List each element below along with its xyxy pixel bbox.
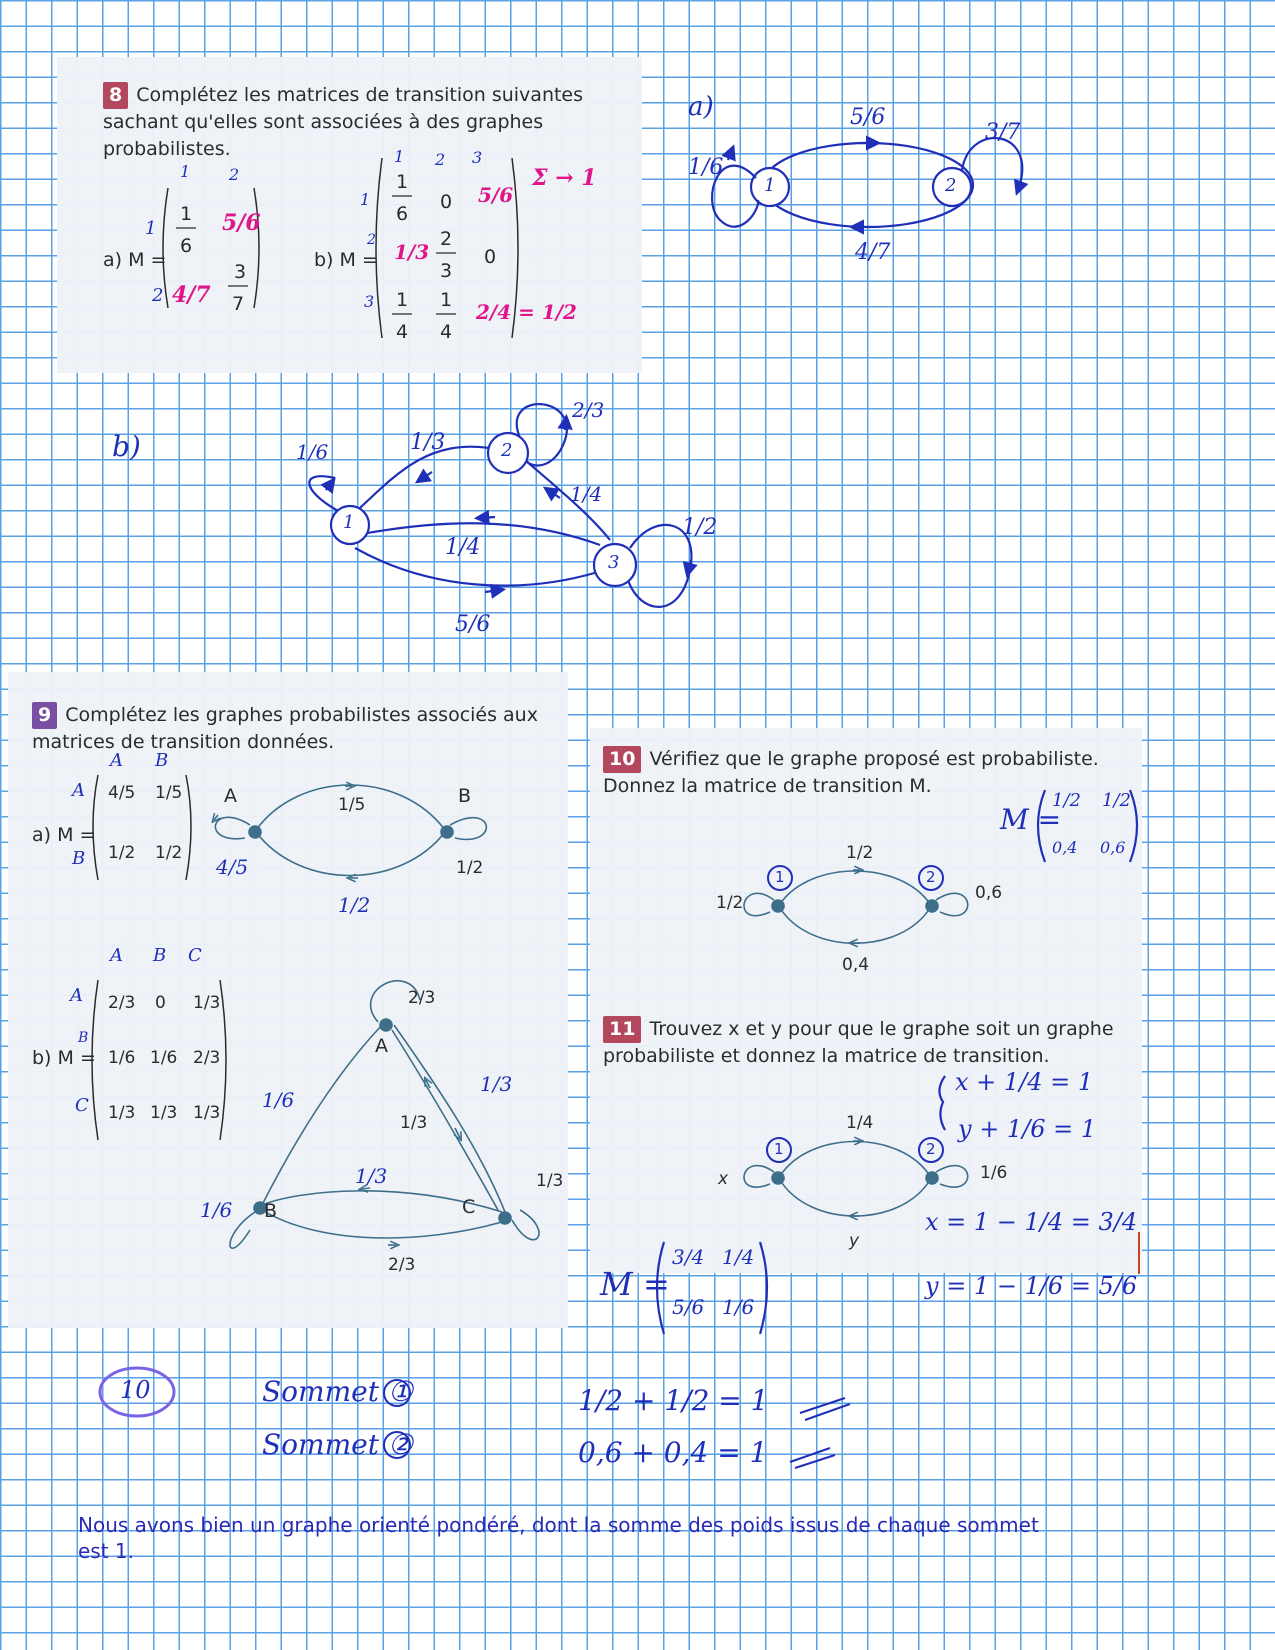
ex9b-m12: 0: [155, 993, 166, 1013]
ex9a-node-A: [249, 826, 261, 838]
ex11-node-1-label: 1: [774, 1140, 784, 1158]
ex9b-m22: 1/6: [150, 1048, 178, 1068]
ex10-edge-2-1: [780, 908, 930, 943]
ex8b-row-idx-1: 1: [360, 190, 371, 209]
ex9b-row-A: A: [70, 985, 83, 1006]
ex9a-m11: 4/5: [108, 783, 136, 803]
ex9b-loop-A-weight: 2/3: [408, 988, 436, 1008]
ex8b-m11-den: 6: [396, 203, 409, 225]
exercise-11-number: 11: [603, 1016, 641, 1043]
graph-b: [309, 404, 691, 607]
exercise-8a-label: a) M =: [103, 249, 167, 271]
ex11-hand-m12: 1/4: [722, 1245, 755, 1269]
graph-b-w11: 1/6: [296, 440, 329, 464]
ex9a-edge-B-A-weight: 1/2: [456, 858, 484, 878]
bottom-sommet-2: Sommet ②: [262, 1428, 413, 1461]
ex8b-fill-21: 1/3: [394, 240, 430, 264]
ex8b-m31-num: 1: [396, 289, 409, 311]
ex10-node-2-label: 2: [926, 868, 936, 886]
exercise-8-text: Complétez les matrices de transition suivantes sachant qu'elles sont associées à des graphes probabilistes.: [103, 84, 584, 160]
ex9a-loop-A: [215, 817, 250, 838]
ex8b-sum-note: Σ → 1: [532, 165, 597, 191]
exercise-10-number: 10: [603, 746, 641, 773]
graph-b-loop-1: [309, 476, 340, 512]
ex9b-m21: 1/6: [108, 1048, 136, 1068]
ex11-system-1: x + 1/4 = 1: [955, 1068, 1094, 1096]
ex8b-m22-den: 3: [440, 260, 453, 282]
ex9b-m32: 1/3: [150, 1103, 178, 1123]
ex9a-col-A: A: [110, 750, 123, 771]
ex11-edge-2-1: [780, 1180, 930, 1216]
ex11-loop-2: [936, 1166, 968, 1188]
graph-b-n3: 3: [608, 552, 620, 573]
ex8a-row-idx-1: 1: [145, 218, 157, 239]
ex11-bottom-weight: y: [849, 1231, 860, 1251]
ex9b-edge-B-C-weight: 2/3: [388, 1255, 416, 1275]
ex8a-bracket-right: [254, 188, 259, 308]
ex10-hand-M: M =: [1000, 803, 1062, 836]
ex9a-m21: 1/2: [108, 843, 136, 863]
ex8b-col-idx-2: 2: [435, 150, 446, 169]
ex10-hand-m22: 0,6: [1100, 838, 1126, 857]
ex8b-col-idx-3: 3: [472, 148, 483, 167]
ex9a-m12: 1/5: [155, 783, 183, 803]
ex9b-hand-B-A: 1/6: [262, 1088, 295, 1112]
ex9a-node-B: [441, 826, 453, 838]
ex9a-col-B: B: [155, 750, 169, 771]
ex9b-loop-B: [230, 1212, 255, 1248]
graph-a-w11: 1/6: [688, 155, 724, 180]
ex10-top-weight: 1/2: [846, 843, 874, 863]
ex8b-m22-num: 2: [440, 228, 453, 250]
bottom-eq-1: 1/2 + 1/2 = 1: [578, 1384, 769, 1417]
graph-a-w12: 5/6: [850, 105, 886, 130]
ex11-node-2: [926, 1172, 938, 1184]
exercise-9a-label: a) M =: [32, 824, 96, 846]
bottom-circled-number: 10: [120, 1376, 151, 1404]
exercise-8b-label: b) M =: [314, 249, 378, 271]
ex9b-row-B: B: [78, 1030, 89, 1046]
ex10-node-2: [926, 900, 938, 912]
ex10-bottom-weight: 0,4: [842, 955, 870, 975]
ex9a-node-A-label: A: [224, 785, 237, 807]
graph-b-w33: 1/2: [682, 515, 718, 540]
ex10-hand-m12: 1/2: [1102, 790, 1131, 811]
hand-node-circles: [100, 866, 943, 1458]
ex9b-node-C-label: C: [462, 1196, 476, 1218]
ex10-loop-2: [936, 893, 968, 915]
ex10-edge-1-2: [780, 871, 930, 904]
exercise-10-text: Vérifiez que le graphe proposé est probabiliste. Donnez la matrice de transition M.: [603, 748, 1099, 797]
conclusion-text: Nous avons bien un graphe orienté pondéré, dont la somme des poids issus de chaque sommet est 1.: [78, 1513, 1039, 1563]
ex11-loop-1: [744, 1166, 774, 1188]
ex9b-m31: 1/3: [108, 1103, 136, 1123]
ex9b-m23: 2/3: [193, 1048, 221, 1068]
ex8b-m12: 0: [440, 191, 453, 213]
ex8b-m32-den: 4: [440, 321, 453, 343]
ex9b-row-C: C: [75, 1095, 89, 1116]
ex11-hand-m11: 3/4: [672, 1245, 705, 1269]
ex8a-col-idx-1: 1: [180, 162, 191, 181]
ex8b-m31-den: 4: [396, 321, 409, 343]
ex8a-m11-num: 1: [180, 203, 193, 225]
graph-b-w22: 2/3: [572, 398, 605, 422]
graph-a-w22: 3/7: [985, 120, 1021, 145]
ex8a-row-idx-2: 2: [152, 285, 164, 306]
ex9b-hand-A-C: 1/3: [480, 1072, 513, 1096]
ex11-edge-1-2: [780, 1142, 930, 1177]
ex9b-m11: 2/3: [108, 993, 136, 1013]
exercise-11-text: Trouvez x et y pour que le graphe soit un graphe probabiliste et donnez la matrice de transition.: [603, 1018, 1114, 1067]
ex11-system-2: y + 1/6 = 1: [958, 1115, 1097, 1143]
ex11-top-weight: 1/4: [846, 1113, 874, 1133]
bottom-sommet-1: Sommet ①: [262, 1375, 413, 1408]
graph-a-w21: 4/7: [855, 240, 891, 265]
ex8b-fill-33: 2/4 = 1/2: [476, 300, 577, 324]
ex9a-row-B: B: [72, 848, 86, 869]
graph-a-label: a): [688, 92, 714, 122]
ex9a-node-B-label: B: [458, 785, 472, 807]
ex11-x-result: x = 1 − 1/4 = 3/4: [925, 1208, 1138, 1236]
exercise-9b-label: b) M =: [32, 1047, 96, 1069]
ex8b-row-idx-2: 2: [367, 232, 376, 248]
graph-b-w32: 1/4: [570, 482, 603, 506]
ex11-y-result: y = 1 − 1/6 = 5/6: [925, 1272, 1138, 1300]
ex9b-node-C: [499, 1212, 511, 1224]
ex8a-fill-12: 5/6: [222, 210, 261, 236]
graph-a: [712, 138, 1022, 227]
ex9b-node-B-label: B: [264, 1200, 278, 1222]
ex10-hand-m11: 1/2: [1052, 790, 1081, 811]
ex9b-node-A-label: A: [375, 1035, 388, 1057]
ex11-node-2-label: 2: [926, 1140, 936, 1158]
ex9b-m13: 1/3: [193, 993, 221, 1013]
ex11-node-1: [772, 1172, 784, 1184]
ex11-loop2-weight: 1/6: [980, 1163, 1008, 1183]
ex9b-col-C: C: [188, 945, 202, 966]
check-marks: [790, 1398, 850, 1468]
ex9b-hand-loop-B: 1/6: [200, 1198, 233, 1222]
ex9b-col-A: A: [110, 945, 123, 966]
ex8a-m22-num: 3: [234, 261, 247, 283]
ex9a-m22: 1/2: [155, 843, 183, 863]
ex9b-node-A: [380, 1019, 392, 1031]
ex9a-row-A: A: [72, 780, 85, 801]
exercise-8-number: 8: [103, 82, 128, 109]
ex11-hand-m22: 1/6: [722, 1295, 755, 1319]
ex8b-m23: 0: [484, 246, 497, 268]
exercise-9-text: Complétez les graphes probabilistes associés aux matrices de transition données.: [32, 704, 538, 753]
ex8b-m32-num: 1: [440, 289, 453, 311]
ex8a-bracket-left: [163, 188, 168, 308]
ex8a-fill-21: 4/7: [172, 282, 211, 308]
ex8b-m11-num: 1: [396, 171, 409, 193]
ex9a-loop-B: [450, 818, 486, 840]
graph-a-n1: 1: [764, 175, 776, 196]
ex11-hand-M: M =: [600, 1265, 670, 1303]
ex9b-edge-C-A-weight: 1/3: [400, 1113, 428, 1133]
ex9b-col-B: B: [153, 945, 167, 966]
ex9b-m33: 1/3: [193, 1103, 221, 1123]
ex10-hand-m21: 0,4: [1052, 838, 1078, 857]
ex11-hand-m21: 5/6: [672, 1295, 705, 1319]
ex9a-edge-A-B-weight: 1/5: [338, 795, 366, 815]
ex9a-hand-loop-A: 4/5: [216, 855, 249, 879]
graph-b-w31: 1/4: [445, 535, 481, 560]
ex9a-hand-loop-B: 1/2: [338, 893, 371, 917]
ex9b-loop-C-weight: 1/3: [536, 1171, 564, 1191]
graph-b-w21: 1/3: [410, 430, 446, 455]
graph-b-w13: 5/6: [455, 612, 491, 637]
ex8b-fill-13: 5/6: [478, 183, 514, 207]
ex8a-m22-den: 7: [232, 293, 245, 315]
ex10-loop1-weight: 1/2: [716, 893, 744, 913]
ex8a-col-idx-2: 2: [229, 165, 240, 184]
graph-b-n2: 2: [501, 440, 513, 461]
exercise-9-number: 9: [32, 702, 57, 729]
ex8b-col-idx-1: 1: [394, 147, 405, 166]
ex10-loop2-weight: 0,6: [975, 883, 1003, 903]
ex10-node-1: [772, 900, 784, 912]
ex8a-m11-den: 6: [180, 235, 193, 257]
ex10-node-1-label: 1: [775, 868, 785, 886]
ex9b-loop-C: [512, 1210, 539, 1240]
graph-b-label: b): [112, 430, 141, 463]
graph-a-n2: 2: [945, 175, 957, 196]
graph-b-n1: 1: [343, 512, 355, 533]
ex11-loop1-weight: x: [718, 1169, 729, 1189]
ex10-loop-1: [744, 893, 774, 915]
ex8b-row-idx-3: 3: [364, 292, 375, 311]
bottom-eq-2: 0,6 + 0,4 = 1: [578, 1436, 768, 1469]
graph-b-edge-3-1: [362, 523, 600, 545]
ex9b-hand-C-B: 1/3: [355, 1164, 388, 1188]
ex9a-edge-B-A: [256, 832, 445, 876]
